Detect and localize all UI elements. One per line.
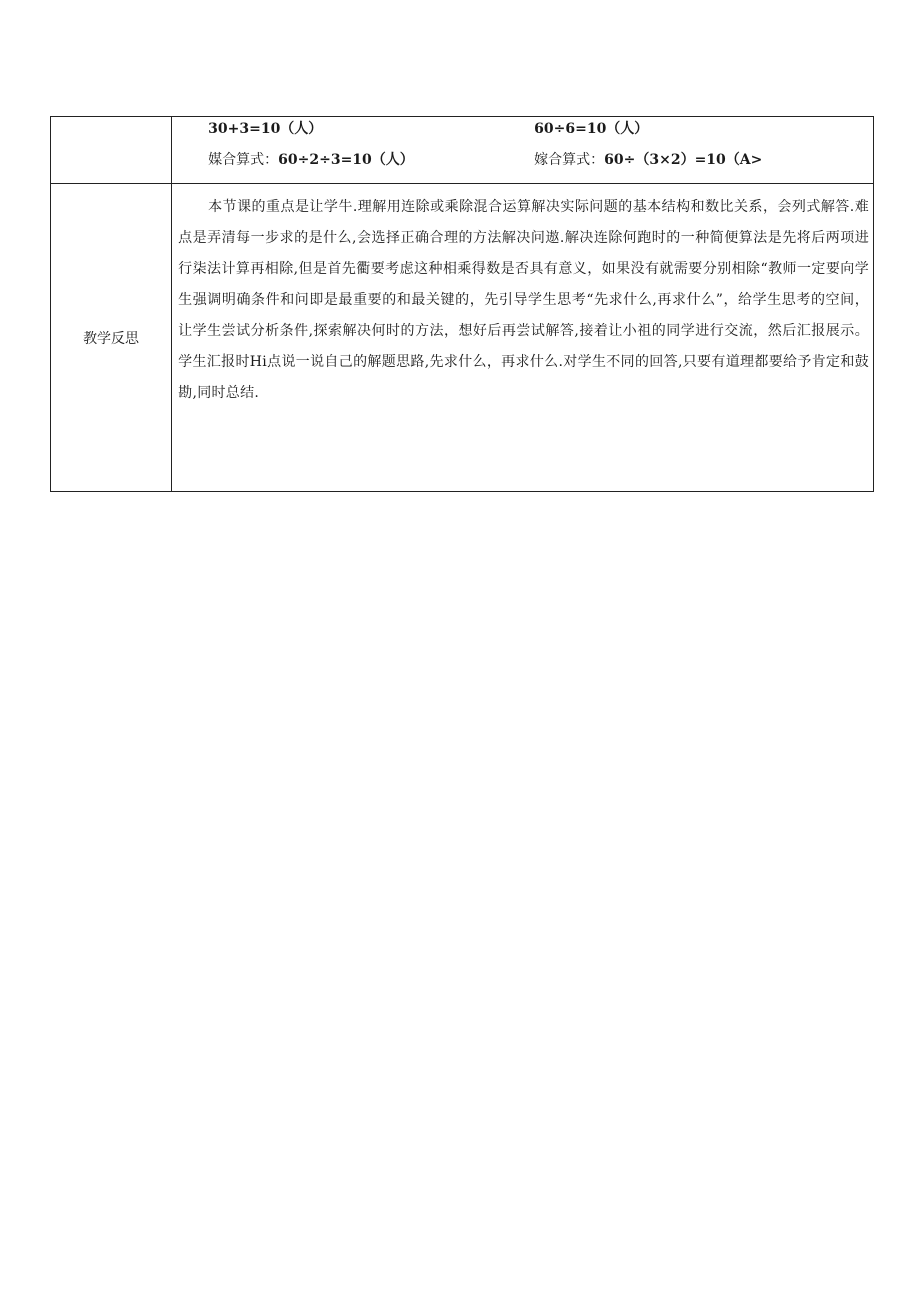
formula-2-right-expr: 60÷（3×2）=10（A>: [604, 152, 763, 168]
formula-2-left: [208, 144, 414, 177]
reflection-row: [51, 184, 874, 492]
formula-1-left: 30+3=10（人）: [208, 121, 323, 137]
formula-1-right: 60÷6=10（人）: [534, 121, 649, 137]
formula-2-right-label: 嫁合算式：: [534, 152, 605, 168]
formula-line-1: [172, 117, 873, 144]
formula-row: [51, 117, 874, 184]
formula-2-right: [534, 144, 762, 177]
formula-label-cell: [51, 117, 172, 184]
formula-line-2: [172, 144, 873, 177]
formula-cell: [172, 117, 874, 184]
reflection-text: 本节课的重点是让学牛.理解用连除或乘除混合运算解决实际问题的基本结构和数比关系，会列式解答.难点是弄清每一步求的是什么,会选择正确合理的方法解决问遨.解决连除何跑时的一种简便算法是先将后两项进行柒法计算再相除,但是首先衢要考虑这种相乘得数是否具有意义，如果没有就需要分别相除“教师一定要向学生强调明确条件和问即是最重要的和最关键的，先引导学生思考“先求什么,再求什么”，给学生思考的空间，让学生尝试分析条件,探索解决何时的方法，想好后再尝试解答,接着让小祖的同学进行交流，然后汇报展示。学生汇报时Hi点说一说自己的解题思路,先求什么，再求什么.对学生不同的回答,只要有道理都要给予肯定和鼓勘,同时总结.: [178, 199, 869, 401]
formula-2-left-expr: 60÷2÷3=10（人）: [278, 152, 414, 168]
formula-2-left-label: 媒合算式：: [208, 152, 279, 168]
lesson-table: [50, 116, 874, 492]
reflection-label: 教学反思: [51, 184, 172, 492]
reflection-cell: [172, 184, 874, 492]
